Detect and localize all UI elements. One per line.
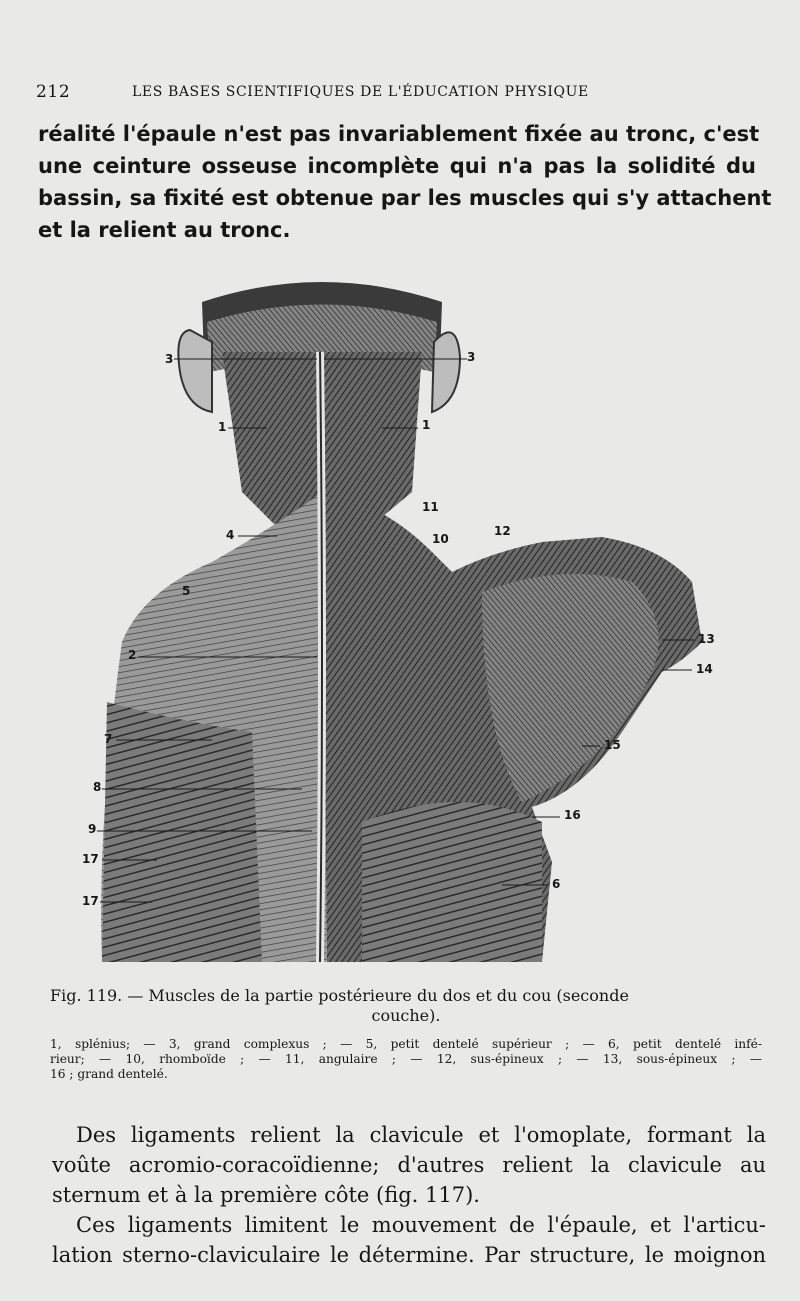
callout-7: 7	[104, 732, 113, 746]
callout-4: 4	[226, 528, 235, 542]
callout-16: 16	[564, 808, 581, 822]
figure-caption	[50, 986, 762, 1026]
text-line: sternum et à la première côte (fig. 117).	[52, 1183, 480, 1207]
callout-3-left: 3	[165, 352, 174, 366]
callout-6: 6	[552, 877, 561, 891]
legend-line: 1, splénius; — 3, grand complexus ; — 5, petit dentelé supérieur ; — 6, petit dentelé infé-	[50, 1037, 762, 1051]
caption-line: couche).	[371, 1006, 441, 1025]
back-muscles-engraving	[62, 262, 762, 972]
text-line: une ceinture osseuse incomplète qui n'a pas la solidité du	[38, 154, 756, 178]
callout-15: 15	[604, 738, 621, 752]
text-line: réalité l'épaule n'est pas invariablement fixée au tronc, c'est	[38, 122, 760, 146]
callout-12: 12	[494, 524, 511, 538]
callout-14: 14	[696, 662, 713, 676]
caption-line: Fig. 119. — Muscles de la partie postérieure du dos et du cou (seconde	[50, 986, 629, 1005]
callout-9: 9	[88, 822, 97, 836]
callout-1-right: 1	[422, 418, 431, 432]
text-line: voûte acromio-coracoïdienne; d'autres relient la clavicule au	[52, 1153, 766, 1177]
running-title: LES BASES SCIENTIFIQUES DE L'ÉDUCATION PHYSIQUE	[132, 84, 589, 100]
paragraph-top	[38, 118, 772, 246]
callout-2: 2	[128, 648, 137, 662]
text-line: lation sterno-claviculaire le détermine. Par structure, le moignon	[52, 1243, 766, 1267]
callout-13: 13	[698, 632, 715, 646]
callout-3-right: 3	[467, 350, 476, 364]
legend-line: rieur; — 10, rhomboïde ; — 11, angulaire ; — 12, sus-épineux ; — 13, sous-épineux ; —	[50, 1052, 762, 1066]
callout-8: 8	[93, 780, 102, 794]
callout-10: 10	[432, 532, 449, 546]
anatomical-figure	[62, 262, 762, 972]
paragraph-bottom	[52, 1120, 766, 1270]
page-number: 212	[36, 82, 71, 102]
callout-5: 5	[182, 584, 191, 598]
figure-legend	[50, 1037, 762, 1082]
callout-11: 11	[422, 500, 439, 514]
text-line: bassin, sa fixité est obtenue par les muscles qui s'y attachent	[38, 186, 772, 210]
callout-17-upper: 17	[82, 852, 99, 866]
text-line: et la relient au tronc.	[38, 218, 291, 242]
text-line: Des ligaments relient la clavicule et l'omoplate, formant la	[76, 1123, 766, 1147]
callout-1-left: 1	[218, 420, 227, 434]
legend-line: 16 ; grand dentelé.	[50, 1067, 168, 1081]
callout-17-lower: 17	[82, 894, 99, 908]
text-line: Ces ligaments limitent le mouvement de l'épaule, et l'articu-	[76, 1213, 766, 1237]
